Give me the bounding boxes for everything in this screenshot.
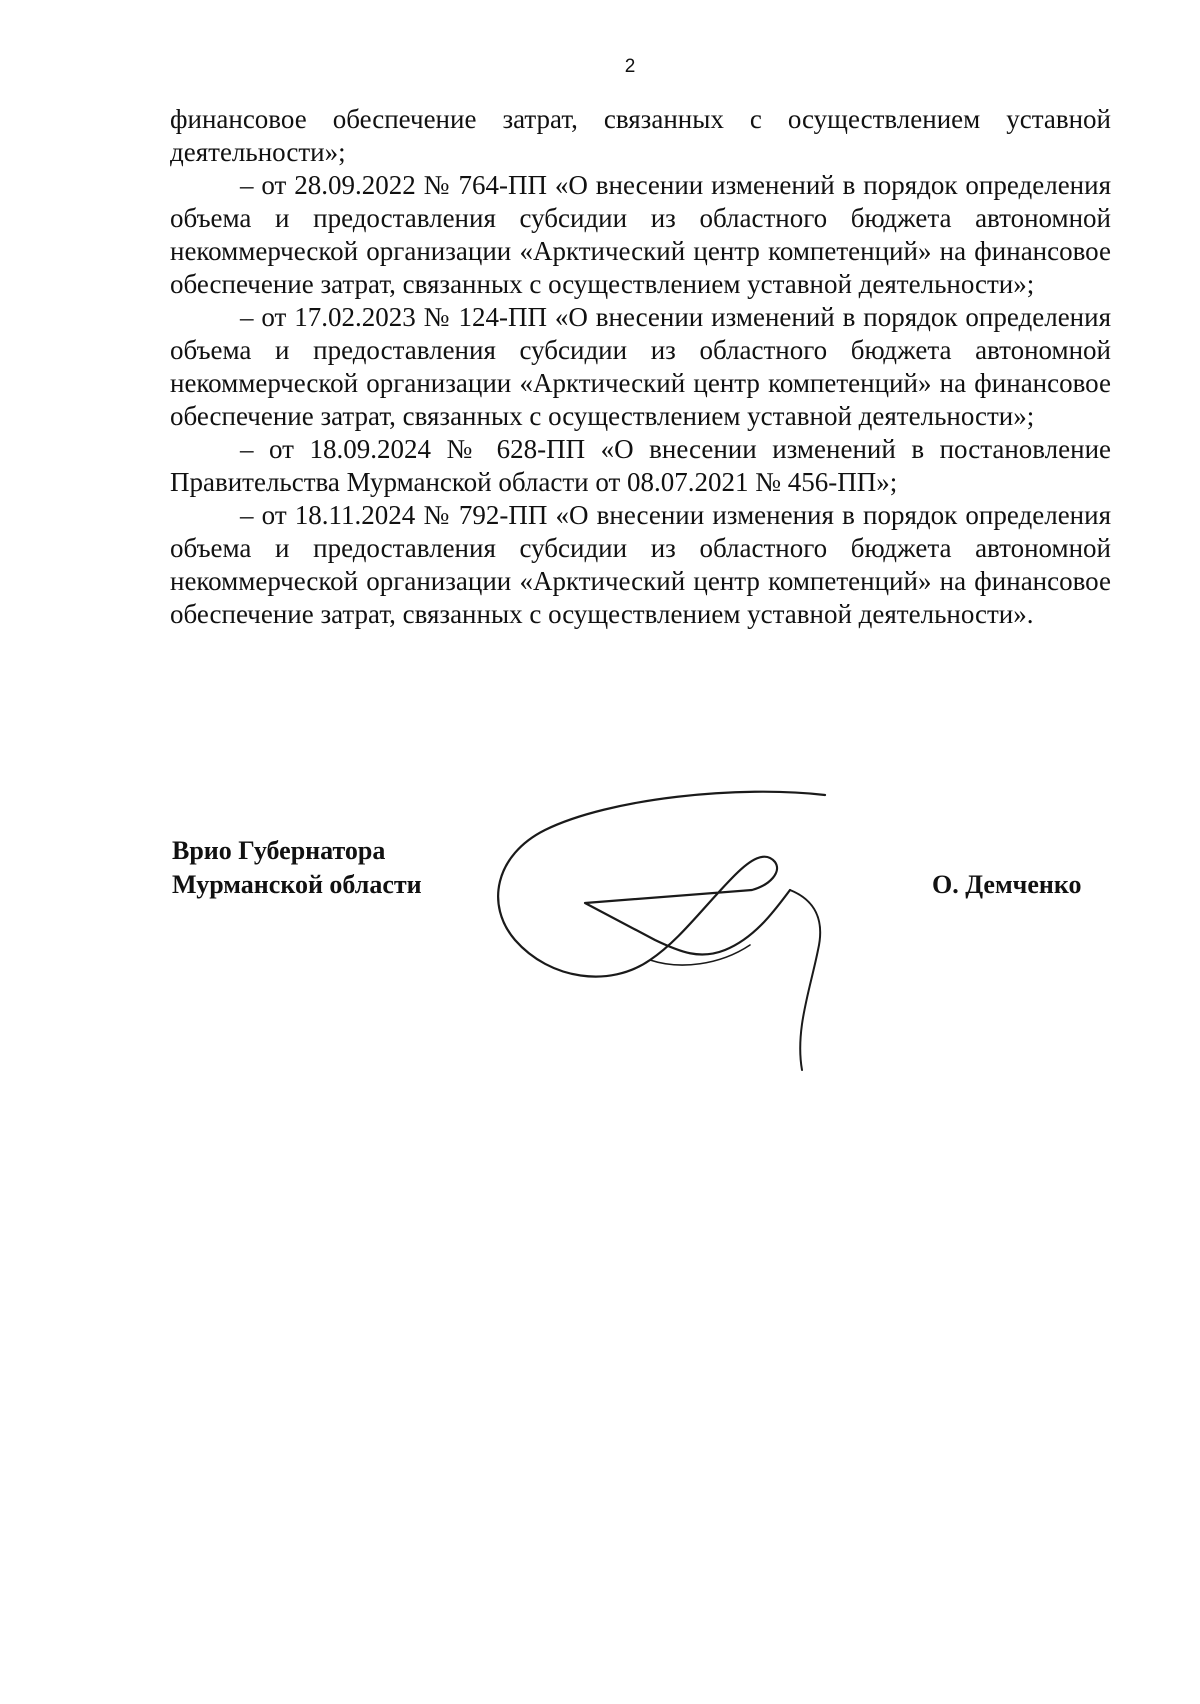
document-body [170,103,1111,631]
list-item-decree-124: – от 17.02.2023 № 124-ПП «О внесении изменений в порядок определения объема и предоставления субсидии из областного бюджета автономной некоммерческой организации «Арктический центр компетенций» на финансовое обеспечение затрат, связанных с осуществлением уставной деятельности»; [170,302,1111,431]
page-number: 2 [624,56,636,77]
list-item-decree-764: – от 28.09.2022 № 764-ПП «О внесении изменений в порядок определения объема и предоставления субсидии из областного бюджета автономной некоммерческой организации «Арктический центр компетенций» на финансовое обеспечение затрат, связанных с осуществлением уставной деятельности»; [170,170,1111,299]
handwritten-signature [490,790,910,1090]
signatory-position [172,834,422,902]
paragraph-continuation: финансовое обеспечение затрат, связанных с осуществлением уставной деятельности»; [170,104,1111,167]
list-item-decree-792: – от 18.11.2024 № 792-ПП «О внесении изменения в порядок определения объема и предоставления субсидии из областного бюджета автономной некоммерческой организации «Арктический центр компетенций» на финансовое обеспечение затрат, связанных с осуществлением уставной деятельности». [170,500,1111,629]
list-item-decree-628: – от 18.09.2024 № 628-ПП «О внесении изменений в постановление Правительства Мурманской области от 08.07.2021 № 456-ПП»; [170,434,1111,497]
signatory-position-line2: Мурманской области [172,870,422,899]
signatory-position-line1: Врио Губернатора [172,836,386,865]
signatory-name: О. Демченко [932,870,1082,899]
